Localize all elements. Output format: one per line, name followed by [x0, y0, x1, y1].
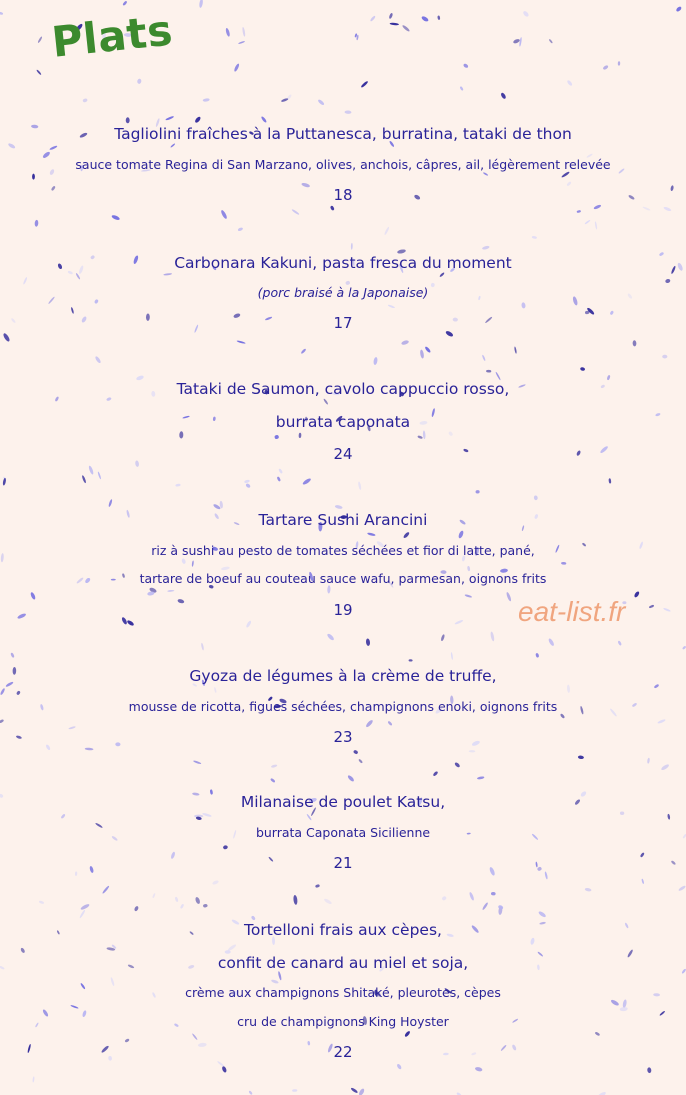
speckle	[330, 205, 335, 211]
speckle	[80, 903, 90, 911]
speckle	[535, 653, 539, 658]
speckle	[647, 1067, 652, 1073]
speckle	[193, 760, 202, 765]
dish-name: Tataki de Saumon, cavolo cappuccio rosso,	[176, 380, 510, 398]
speckle	[82, 98, 88, 103]
speckle	[194, 116, 201, 124]
speckle	[261, 116, 268, 124]
speckle	[477, 776, 485, 780]
speckle	[126, 117, 130, 123]
speckle	[522, 10, 529, 17]
speckle	[137, 78, 142, 84]
dish-tataki-saumon	[0, 382, 686, 462]
speckle	[174, 897, 178, 903]
dish-name: Tagliolini fraîches à la Puttanesca, burratina, tataki de thon	[114, 125, 572, 143]
speckle	[593, 204, 601, 210]
speckle	[152, 893, 156, 898]
dish-description: burrata Caponata Sicilienne	[255, 824, 431, 840]
speckle	[292, 1089, 297, 1092]
dish-description: riz à sushi au pesto de tomates séchées et fior di latte, pané,	[151, 542, 535, 558]
speckle	[370, 15, 376, 22]
speckle	[566, 80, 573, 87]
speckle	[396, 1063, 402, 1070]
speckle	[538, 910, 547, 918]
speckle	[594, 221, 597, 229]
speckle	[199, 0, 204, 8]
speckle	[34, 220, 38, 227]
dish-name: Tortelloni frais aux cèpes,	[244, 921, 442, 939]
dish-price: 24	[333, 445, 353, 463]
speckle	[641, 878, 644, 884]
dish-name: Carbonara Kakuni, pasta fresca du moment	[174, 254, 512, 272]
speckle	[277, 476, 282, 482]
speckle	[345, 110, 352, 114]
speckle	[39, 900, 45, 904]
dish-description: sauce tomate Regina di San Marzano, olives, anchois, câpres, ail, légèrement relevée	[75, 156, 611, 172]
dish-description: crème aux champignons Shitaké, pleurotes, cèpes	[185, 985, 501, 1000]
speckle	[519, 37, 522, 47]
speckle	[81, 475, 86, 484]
speckle	[233, 63, 240, 72]
speckle	[271, 764, 278, 768]
speckle	[245, 483, 251, 489]
speckle	[662, 355, 667, 359]
dish-description-line-2: cru de champignons King Hoyster	[237, 1013, 449, 1029]
speckle	[584, 219, 590, 224]
speckle	[97, 471, 101, 479]
speckle	[580, 367, 586, 372]
speckle	[195, 896, 201, 904]
speckle	[532, 236, 538, 240]
speckle	[212, 880, 219, 886]
speckle	[203, 904, 208, 908]
watermark: eat-list.fr	[518, 596, 626, 627]
speckle	[544, 871, 548, 879]
speckle	[245, 620, 252, 628]
speckle	[441, 896, 447, 902]
speckle	[36, 69, 42, 75]
speckle	[85, 747, 94, 750]
speckle	[482, 355, 486, 362]
speckle	[437, 15, 440, 20]
speckle	[682, 645, 686, 650]
speckle	[469, 750, 476, 752]
speckle	[326, 633, 335, 641]
dish-puttanesca	[0, 127, 686, 203]
speckle	[221, 1066, 227, 1073]
speckle	[180, 904, 185, 910]
speckle	[236, 340, 245, 344]
speckle	[549, 39, 554, 44]
speckle	[675, 6, 682, 13]
speckle	[248, 1090, 252, 1095]
speckle	[451, 652, 454, 660]
speckle	[111, 214, 120, 221]
speckle	[366, 638, 371, 646]
speckle	[102, 885, 110, 894]
speckle	[317, 99, 325, 106]
dish-name: Milanaise de poulet Katsu,	[240, 793, 446, 811]
speckle	[244, 479, 250, 483]
speckle	[351, 243, 353, 250]
speckle	[390, 22, 400, 25]
speckle	[2, 478, 6, 486]
speckle	[660, 763, 669, 771]
speckle	[597, 1091, 607, 1095]
speckle	[445, 330, 454, 338]
dish-name: Tartare Sushi Arancini	[258, 511, 428, 529]
dish-price: 22	[333, 1043, 353, 1061]
speckle	[647, 758, 650, 764]
speckle	[513, 38, 521, 44]
speckle	[237, 227, 243, 232]
speckle	[642, 206, 650, 211]
dish-price: 19	[333, 600, 353, 619]
speckle	[203, 98, 210, 102]
speckle	[360, 80, 368, 88]
speckle	[617, 640, 622, 646]
speckle	[490, 631, 495, 641]
speckle	[432, 771, 438, 777]
speckle	[409, 659, 413, 661]
speckle	[463, 63, 469, 69]
speckle	[578, 755, 584, 759]
speckle	[534, 495, 539, 500]
speckle	[459, 86, 463, 91]
speckle	[602, 65, 609, 71]
speckle	[94, 356, 101, 364]
speckle	[373, 357, 378, 365]
dish-milanaise	[0, 795, 686, 871]
speckle	[0, 11, 3, 15]
speckle	[401, 340, 409, 346]
speckle	[388, 13, 393, 20]
dish-name-line-2: burrata caponata	[275, 412, 411, 431]
speckle	[402, 24, 411, 32]
speckle	[165, 116, 174, 121]
speckle	[10, 652, 15, 658]
speckle	[121, 617, 128, 626]
speckle	[482, 902, 489, 911]
speckle	[242, 27, 246, 37]
speckle	[420, 349, 425, 358]
speckle	[217, 1061, 225, 1068]
speckle	[37, 36, 42, 43]
dish-price: 17	[333, 314, 353, 332]
speckle	[491, 892, 496, 896]
speckle	[251, 915, 256, 921]
speckle	[136, 375, 145, 381]
dish-description: mousse de ricotta, figues séchées, champignons enoki, oignons frits	[128, 698, 558, 714]
speckle	[293, 895, 298, 905]
speckle	[353, 749, 359, 754]
speckle	[335, 505, 343, 510]
speckle	[486, 370, 491, 373]
speckle	[300, 348, 306, 354]
speckle	[548, 638, 555, 647]
speckle	[678, 885, 686, 892]
speckle	[585, 888, 592, 892]
speckle	[323, 898, 332, 905]
speckle	[358, 759, 363, 764]
speckle	[108, 499, 113, 507]
dish-name-line-2: confit de canard au miel et soja,	[217, 953, 469, 972]
speckle	[270, 778, 276, 783]
speckle	[238, 41, 245, 45]
speckle	[632, 340, 636, 346]
speckle	[514, 346, 517, 353]
dish-price: 18	[333, 186, 353, 204]
speckle	[75, 871, 78, 876]
speckle	[454, 619, 463, 625]
speckle	[220, 209, 228, 219]
speckle	[476, 490, 480, 493]
speckle	[607, 375, 611, 381]
speckle	[358, 481, 362, 490]
speckle	[424, 346, 431, 353]
section-title: Plats	[49, 5, 176, 67]
speckle	[291, 209, 299, 216]
speckle	[618, 61, 621, 65]
speckle	[88, 465, 94, 475]
speckle	[126, 619, 134, 626]
speckle	[358, 1088, 365, 1095]
speckle	[454, 762, 461, 769]
speckle	[278, 468, 283, 474]
speckle	[475, 1066, 483, 1072]
speckle	[32, 1076, 34, 1082]
speckle	[175, 483, 181, 486]
speckle	[350, 1087, 358, 1094]
speckle	[500, 92, 507, 100]
speckle	[440, 634, 445, 642]
dish-name: Gyoza de légumes à la crème de truffe,	[189, 667, 497, 685]
dish-description: (porc braisé à la Japonaise)	[257, 284, 429, 300]
speckle	[79, 909, 86, 918]
dish-price: 23	[333, 728, 353, 746]
speckle	[663, 206, 672, 212]
speckle	[315, 884, 320, 888]
dish-tortelloni	[0, 923, 686, 1060]
speckle	[576, 210, 581, 213]
speckle	[2, 332, 10, 342]
speckle	[134, 905, 139, 911]
speckle	[225, 28, 230, 37]
dish-description-line-2: tartare de boeuf au couteau sauce wafu, parmesan, oignons frits	[139, 571, 547, 586]
speckle	[302, 477, 312, 485]
speckle	[210, 789, 213, 795]
dish-gyoza	[0, 669, 686, 745]
speckle	[469, 892, 475, 901]
speckle	[608, 478, 611, 483]
speckle	[421, 15, 429, 22]
speckle	[482, 245, 490, 250]
dish-price: 21	[333, 854, 353, 872]
speckle	[384, 226, 390, 235]
speckle	[122, 0, 127, 6]
dish-carbonara	[0, 256, 686, 331]
speckle	[347, 774, 355, 782]
speckle	[201, 643, 205, 651]
